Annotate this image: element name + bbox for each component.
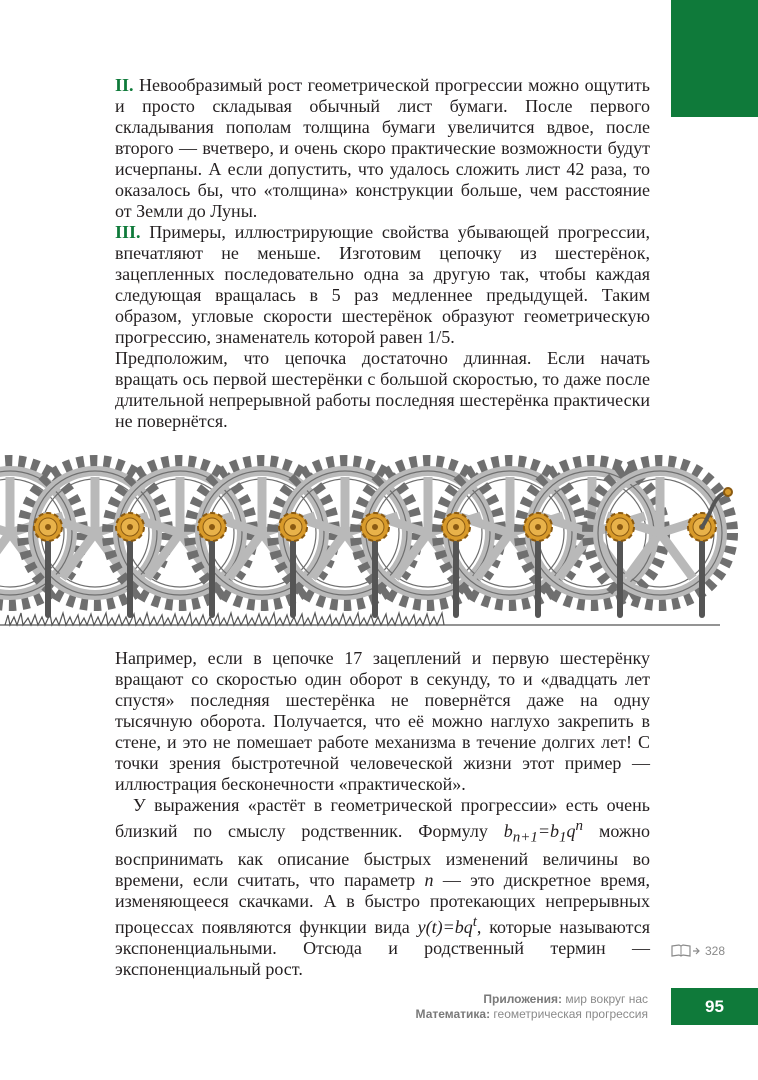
page-reference[interactable]	[671, 944, 725, 958]
formula-exponential: $y(t)=bq^t$	[417, 913, 477, 937]
paragraph-example: Например, если в цепочке 17 зацеплений и первую шестерёнку вращают со скоростью один оборот в секунду, то и «двадцать лет спустя» последняя шестерёнка не повернётся даже на одну тысячную оборота. Получается, что её можно наглухо закрепить в стене, и это не помешает работе механизма в течение долгих лет! С точки зрения быстротечной человеческой жизни этот пример — иллюстрация бесконечности «практической».	[115, 648, 650, 794]
reference-number: 328	[705, 944, 726, 958]
paragraph-exponential: У выражения «растёт в геометрической прогрессии» есть очень близкий по смыслу родственник. Формулу $b_{n+1}=b_1q^n$ можно воспринимать как описание быстрых изменений величины во времени, если считать, что параметр n — это дискретное время, изменяющееся скачками. А в быстро протекающих непрерывных процессах появляются функции вида $y(t)=bq^t$, которые называются экспоненциальными. Отсюда и родственный термин — экспоненциальный рост.	[115, 795, 650, 979]
running-footer: Приложения: мир вокруг нас Математика: геометрическая прогрессия	[415, 992, 648, 1021]
text-block-bottom	[115, 648, 650, 980]
section-number: II.	[115, 75, 134, 95]
grass	[0, 613, 720, 625]
paragraph-suppose: Предположим, что цепочка достаточно длинная. Если начать вращать ось первой шестерёнки с большой скоростью, то даже после длительной непрерывной работы последняя шестерёнка практически не повернётся.	[115, 348, 650, 431]
book-icon	[671, 944, 701, 958]
page-number: 95	[671, 988, 758, 1025]
section-number: III.	[115, 222, 141, 242]
paragraph-iii	[115, 222, 650, 348]
gears-illustration	[0, 455, 758, 640]
paragraph-ii	[115, 75, 650, 222]
pinions	[34, 513, 716, 541]
variable-n: n	[424, 869, 434, 890]
corner-tab	[671, 0, 758, 117]
paragraph-text: Невообразимый рост геометрической прогрессии можно ощутить и просто складывая обычный лист бумаги. После первого складывания пополам толщина бумаги увеличится вдвое, после второго — вчетверо, и очень скоро практические возможности будут исчерпаны. А если допустить, что удалось сложить лист 42 раза, то оказалось бы, что «толщина» конструкции больше, чем расстояние от Земли до Луны.	[115, 75, 650, 221]
formula-recurrence: $b_{n+1}=b_1q^n$	[503, 818, 584, 846]
paragraph-text: Примеры, иллюстрирующие свойства убывающей прогрессии, впечатляют не меньше. Изготовим цепочку из шестерёнок, зацепленных последовательно одна за другую так, чтобы каждая следующая вращалась в 5 раз медленнее предыдущей. Таким образом, угловые скорости шестерёнок образуют геометрическую прогрессию, знаменатель которой равен 1/5.	[115, 222, 650, 347]
text-block-top	[115, 75, 650, 432]
